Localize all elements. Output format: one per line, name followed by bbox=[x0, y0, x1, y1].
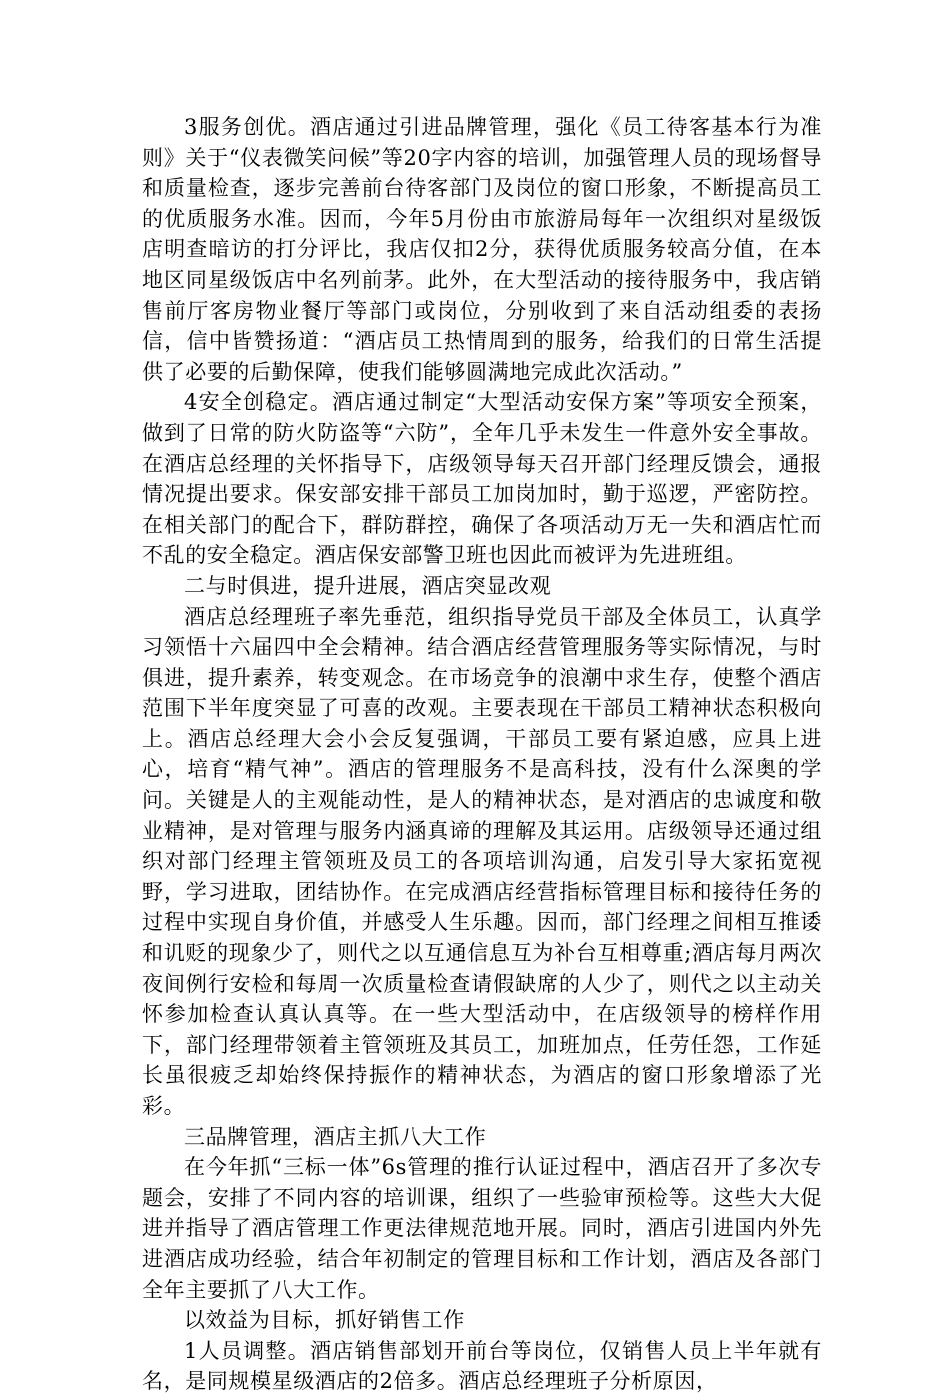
paragraph-safety-stability: 4安全创稳定。酒店通过制定“大型活动安保方案”等项安全预案，做到了日常的防火防盗等“六防”，全年几乎未发生一件意外安全事故。在酒店总经理的关怀指导下，店级领导每天召开部门经理反馈会，通报情况提出要求。保安部安排干部员工加岗加时，勤于巡逻，严密防控。在相关部门的配合下，群防群控，确保了各项活动万无一失和酒店忙而不乱的安全稳定。酒店保安部警卫班也因此而被评为先进班组。 bbox=[142, 390, 822, 568]
paragraph-brand-management: 在今年抓“三标一体”6s管理的推行认证过程中，酒店召开了多次专题会，安排了不同内容的培训课，组织了一些验审预检等。这些大大促进并指导了酒店管理工作更法律规范地开展。同时，酒店引进国内外先进酒店成功经验，结合年初制定的管理目标和工作计划，酒店及各部门全年主要抓了八大工作。 bbox=[142, 1155, 822, 1302]
paragraph-management-change: 酒店总经理班子率先垂范，组织指导党员干部及全体员工，认真学习领悟十六届四中全会精神。结合酒店经营管理服务等实际情况，与时俱进，提升素养，转变观念。在市场竞争的浪潮中求生存，使整个酒店范围下半年度突显了可喜的改观。主要表现在干部员工精神状态积极向上。酒店总经理大会小会反复强调，干部员工要有紧迫感，应具上进心，培育“精气神”。酒店的管理服务不是高科技，没有什么深奥的学问。关键是人的主观能动性，是人的精神状态，是对酒店的忠诚度和敬业精神，是对管理与服务内涵真谛的理解及其运用。店级领导还通过组织对部门经理主管领班及员工的各项培训沟通，启发引导大家拓宽视野，学习进取，团结协作。在完成酒店经营指标管理目标和接待任务的过程中实现自身价值，并感受人生乐趣。因而，部门经理之间相互推诿和讥贬的现象少了，则代之以互通信息互为补台互相尊重;酒店每月两次夜间例行安检和每周一次质量检查请假缺席的人少了，则代之以主动关怀参加检查认真认真等。在一些大型活动中，在店级领导的榜样作用下，部门经理带领着主管领班及其员工，加班加点，任劳任怨，工作延长虽很疲乏却始终保持振作的精神状态，为酒店的窗口形象增添了光彩。 bbox=[142, 604, 822, 1118]
paragraph-service-excellence: 3服务创优。酒店通过引进品牌管理，强化《员工待客基本行为准则》关于“仪表微笑问候”等20字内容的培训，加强管理人员的现场督导和质量检查，逐步完善前台待客部门及岗位的窗口形象，不断提高员工的优质服务水准。因而，今年5月份由市旅游局每年一次组织对星级饭店明查暗访的打分评比，我店仅扣2分，获得优质服务较高分值，在本地区同星级饭店中名列前茅。此外，在大型活动的接待服务中，我店销售前厅客房物业餐厅等部门或岗位，分别收到了来自活动组委的表扬信，信中皆赞扬道：“酒店员工热情周到的服务，给我们的日常生活提供了必要的后勤保障，使我们能够圆满地完成此次活动。” bbox=[142, 115, 822, 384]
section-heading-two: 二与时俱进，提升进展，酒店突显改观 bbox=[184, 573, 552, 598]
section-heading-three: 三品牌管理，酒店主抓八大工作 bbox=[184, 1124, 487, 1149]
document-body bbox=[142, 112, 822, 1397]
subheading-sales: 以效益为目标，抓好销售工作 bbox=[184, 1308, 465, 1333]
paragraph-staff-adjustment: 1人员调整。酒店销售部划开前台等岗位，仅销售人员上半年就有名，是同规模星级酒店的2倍多。酒店总经理班子分析原因， bbox=[142, 1338, 822, 1394]
